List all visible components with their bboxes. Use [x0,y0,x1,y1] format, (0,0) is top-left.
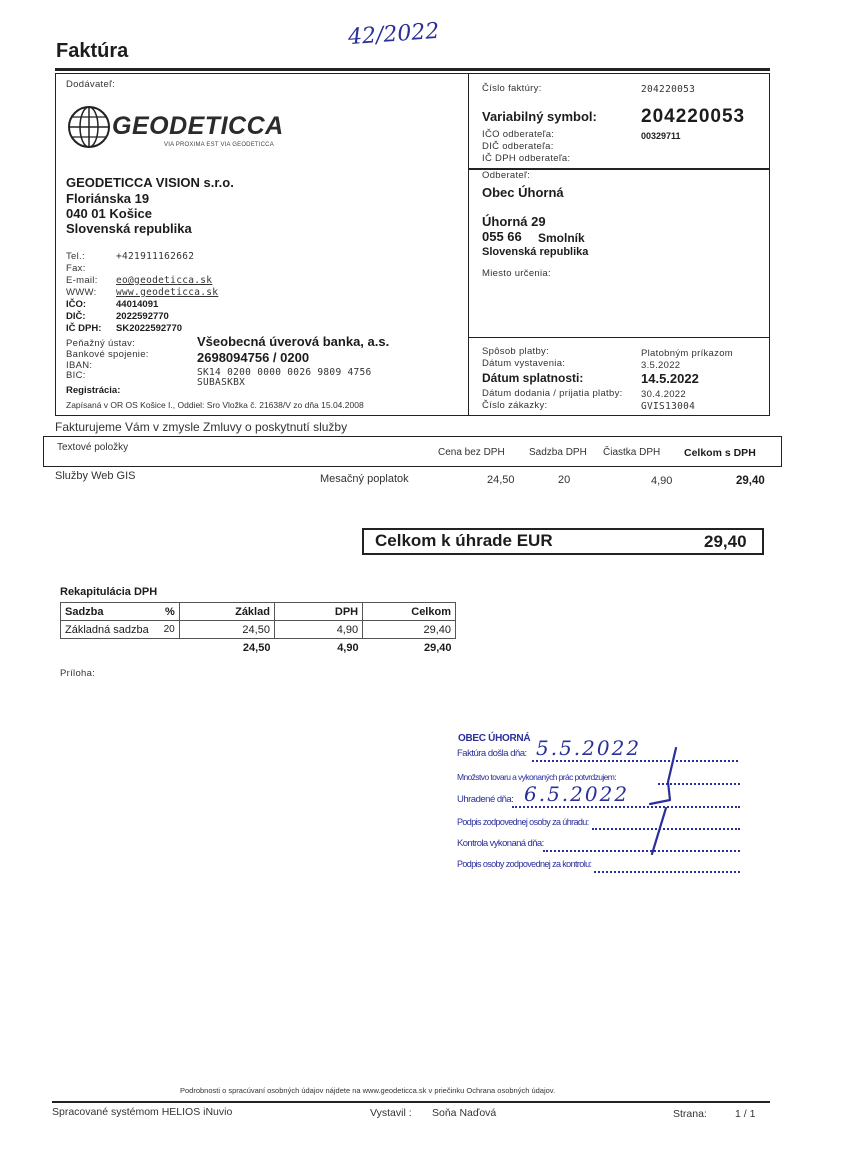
item-price: 24,50 [487,474,515,486]
payment-method: Platobným príkazom [641,348,733,359]
item-name: Služby Web GIS [55,470,136,482]
dic-label: DIČ: [66,311,86,322]
customer-zip: 055 66 [482,229,522,244]
variable-symbol-label: Variabilný symbol: [482,109,597,124]
icdph-value: SK2022592770 [116,323,183,334]
supplier-name: GEODETICCA VISION s.r.o. [66,175,234,190]
ico-label: IČO: [66,299,87,310]
vat-recap-base: 24,50 [179,621,274,639]
ico-value: 44014091 [116,299,159,310]
attachment-label: Príloha: [60,668,96,679]
registration-label: Registrácia: [66,385,121,396]
contact-tel-label: Tel.: [66,251,85,262]
customer-city: Smolník [538,231,585,245]
bank-account: 2698094756 / 0200 [197,350,310,365]
contact-tel-value: +421911162662 [116,251,195,262]
footer-issued-by-label: Vystavil : [370,1107,412,1119]
footer-system: Spracované systémom HELIOS iNuvio [52,1106,233,1118]
customer-dic-label: DIČ odberateľa: [482,141,554,152]
contact-email-value[interactable]: eo@geodeticca.sk [116,275,213,286]
items-header-rate: Sadzba DPH [529,447,587,458]
grand-total-label: Celkom k úhrade EUR [375,531,553,550]
footer-page-label: Strana: [673,1108,707,1120]
contact-www-value[interactable]: www.geodeticca.sk [116,287,219,298]
invoice-number-label: Číslo faktúry: [482,83,542,94]
order-number-label: Číslo zákazky: [482,400,548,411]
stamp-line-1-label: Faktúra došla dňa: [457,748,527,759]
bic-value: SUBASKBX [197,377,246,388]
vat-recap-header-pct: % [164,605,175,618]
delivery-date-label: Dátum dodania / prijatia platby: [482,388,623,399]
vat-recap-header-total: Celkom [363,603,456,621]
footer-page: 1 / 1 [735,1108,756,1120]
dic-value: 2022592770 [116,311,169,322]
bank-institution-label: Peňažný ústav: [66,338,136,349]
due-date: 14.5.2022 [641,371,699,386]
items-header-total: Celkom s DPH [684,447,756,459]
vat-recap-total: 29,40 [363,621,456,639]
stamp-line-3-dots [512,806,740,808]
invoice-number: 204220053 [641,84,696,95]
logo-wordmark: GEODETICCA [112,112,284,140]
iban-label: IBAN: [66,360,93,371]
privacy-note: Podrobnosti o spracúvaní osobných údajov nájdete na www.geodeticca.sk v priečinku Ochrana osobných údajov. [180,1086,556,1095]
stamp-line-4-label: Podpis zodpovednej osoby za úhradu: [457,817,589,827]
issue-date-label: Dátum vystavenia: [482,358,566,369]
logo-tagline: VIA PROXIMA EST VIA GEODETICCA [164,142,274,148]
item-total: 29,40 [736,475,765,487]
vat-recap-sum-total: 29,40 [363,639,456,657]
footer-issued-by: Soňa Naďová [432,1107,497,1119]
vat-recap-sum-base: 24,50 [179,639,274,657]
customer-icdph-label: IČ DPH odberateľa: [482,153,571,164]
vat-recap-title: Rekapitulácia DPH [60,586,158,598]
stamp-line-3-label: Uhradené dňa: [457,794,514,805]
items-header-price: Cena bez DPH [438,447,505,458]
destination-label: Miesto určenia: [482,268,551,279]
variable-symbol: 204220053 [641,106,746,127]
stamp-line-1-handwriting: 5.5.2022 [536,736,642,760]
vat-recap-row [61,621,456,639]
customer-ico-label: IČO odberateľa: [482,129,555,140]
customer-name: Obec Úhorná [482,185,564,200]
vat-recap-vat: 4,90 [274,621,362,639]
bic-label: BIC: [66,370,86,381]
contact-www-label: WWW: [66,287,97,298]
items-header-text: Textové položky [57,442,129,453]
item-description: Mesačný poplatok [320,473,409,485]
stamp-line-6-label: Podpis osoby zodpovednej za kontrolu: [457,859,592,869]
vat-recap-header-row [61,603,456,621]
supplier-country: Slovenská republika [66,221,192,236]
item-vat: 4,90 [651,475,673,487]
customer-street: Úhorná 29 [482,214,546,229]
registration-text: Zapísaná v OR OS Košice I., Oddiel: Sro Vložka č. 21638/V zo dňa 15.04.2008 [66,400,364,410]
company-logo [66,102,296,152]
customer-country: Slovenská republika [482,246,589,258]
signature-mark [630,742,690,862]
stamp-line-6-dots [594,871,740,873]
vat-recap-rate-name: Základná sadzba 20 [61,621,180,639]
item-rate: 20 [558,474,571,486]
supplier-city: 040 01 Košice [66,206,153,221]
stamp-line-3-handwriting: 6.5.2022 [524,782,630,806]
customer-label: Odberateľ: [482,170,531,181]
stamp-line-2-label: Množstvo tovaru a vykonaných prác potvrdzujem: [457,772,617,782]
order-number: GVIS13004 [641,401,696,412]
issue-date: 3.5.2022 [641,360,681,371]
vat-recap-sum-row [61,639,456,657]
vat-recap-sum-vat: 4,90 [274,639,362,657]
stamp-title: OBEC ÚHORNÁ [458,733,531,744]
contact-fax-label: Fax: [66,263,86,274]
customer-ico: 00329711 [641,131,681,141]
payment-method-label: Spôsob platby: [482,346,550,357]
supplier-label: Dodávateľ: [66,79,116,90]
items-header-vat: Čiastka DPH [603,447,661,458]
items-header [43,436,782,467]
stamp-line-5-label: Kontrola vykonaná dňa: [457,838,544,849]
vat-recap-header-rate: Sadzba % [61,603,180,621]
invoice-intro: Fakturujeme Vám v zmysle Zmluvy o poskytnutí služby [55,420,348,434]
vat-recap-header-base: Základ [179,603,274,621]
bank-name: Všeobecná úverová banka, a.s. [197,334,390,349]
bank-connection-label: Bankové spojenie: [66,349,149,360]
vat-recap-header-vat: DPH [274,603,362,621]
grand-total-value: 29,40 [704,532,747,551]
contact-email-label: E-mail: [66,275,98,286]
page-title: Faktúra [56,40,129,62]
supplier-street: Floriánska 19 [66,191,150,206]
handwritten-invoice-note: 42/2022 [347,18,441,51]
globe-icon [66,104,112,150]
vat-recap-table [60,602,456,656]
due-date-label: Dátum splatnosti: [482,371,584,385]
delivery-date: 30.4.2022 [641,389,686,400]
iban-value: SK14 0200 0000 0026 9809 4756 [197,367,372,378]
vat-recap-rate-pct: 20 [163,623,175,635]
title-rule [55,68,770,71]
icdph-label: IČ DPH: [66,323,102,334]
footer-rule [52,1101,770,1103]
